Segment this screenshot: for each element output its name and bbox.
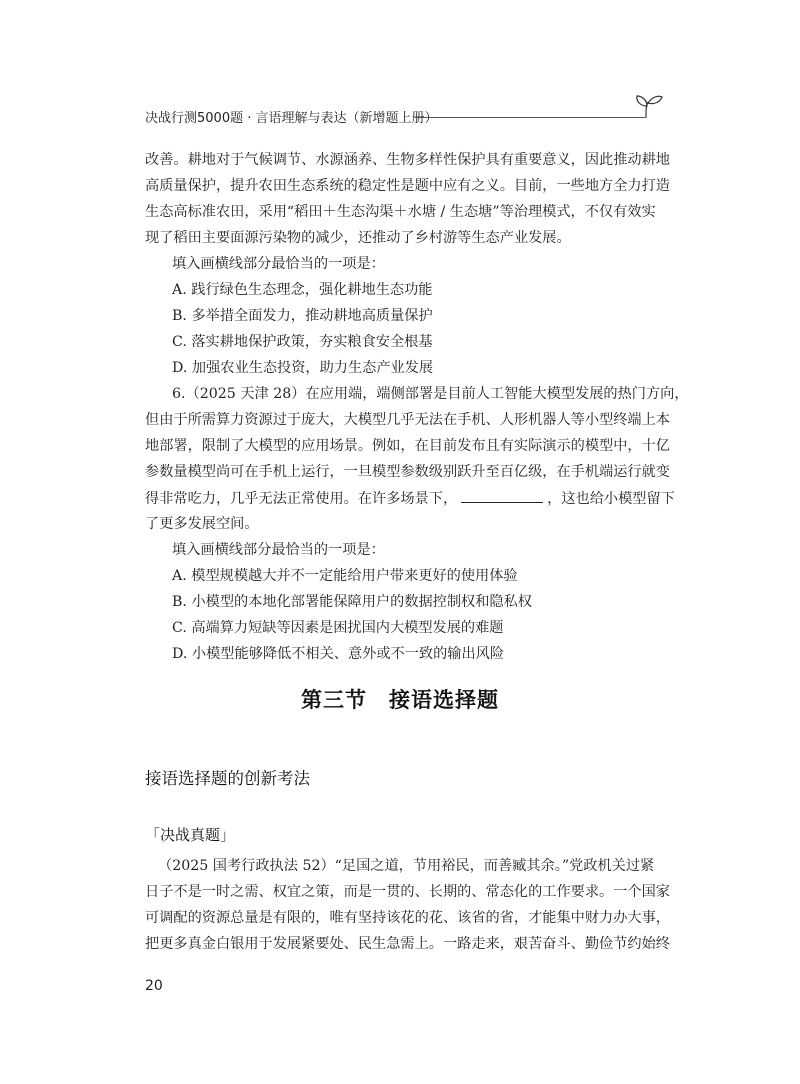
paragraph-line: 高质量保护，提升农田生态系统的稳定性是题中应有之义。目前，一些地方全力打造 — [145, 178, 670, 194]
question-stem-line-with-blank — [145, 488, 675, 509]
question-prompt: 填入画横线部分最恰当的一项是： — [172, 542, 385, 558]
paragraph-line: 生态高标准农田，采用“稻田＋生态沟渠＋水塘 / 生态塘”等治理模式，不仅有效实 — [145, 204, 656, 220]
option-d: D. 加强农业生态投资，助力生态产业发展 — [172, 360, 434, 376]
option-b: B. 小模型的本地化部署能保障用户的数据控制权和隐私权 — [172, 594, 532, 610]
fill-in-blank — [461, 488, 543, 503]
option-a: A. 模型规模越大并不一定能给用户带来更好的使用体验 — [172, 568, 518, 584]
option-a: A. 践行绿色生态理念，强化耕地生态功能 — [172, 282, 433, 298]
real-exam-label: 决战真题 — [160, 826, 221, 844]
question-stem-line: 但由于所需算力资源过于庞大，大模型几乎无法在手机、人形机器人等小型终端上本 — [145, 412, 670, 428]
option-c: C. 落实耕地保护政策，夯实粮食安全根基 — [172, 334, 433, 350]
sprout-icon — [628, 92, 668, 122]
bracket-close: 」 — [220, 826, 236, 844]
header-rule — [415, 117, 645, 118]
question-stem-line: 6.（2025 天津 28）在应用端，端侧部署是目前人工智能大模型发展的热门方向， — [172, 386, 689, 402]
option-b: B. 多举措全面发力，推动耕地高质量保护 — [172, 308, 433, 324]
stem-text-before-blank: 得非常吃力，几乎无法正常使用。在许多场景下， — [145, 491, 458, 507]
paragraph-line: 把更多真金白银用于发展紧要处、民生急需上。一路走来，艰苦奋斗、勤俭节约始终 — [145, 936, 670, 952]
paragraph-line: （2025 国考行政执法 52）“足国之道，节用裕民，而善臧其余。”党政机关过紧 — [158, 858, 655, 874]
question-prompt: 填入画横线部分最恰当的一项是： — [172, 256, 385, 272]
paragraph-line: 现了稻田主要面源污染物的减少，还推动了乡村游等生态产业发展。 — [145, 230, 571, 246]
paragraph-line: 改善。耕地对于气候调节、水源涵养、生物多样性保护具有重要意义，因此推动耕地 — [145, 152, 670, 168]
stem-text-after-blank: ，这也给小模型留下 — [547, 491, 675, 507]
subheading: 接语选择题的创新考法 — [145, 769, 310, 788]
question-stem-line: 地部署，限制了大模型的应用场景。例如，在目前发布且有实际演示的模型中，十亿 — [145, 438, 670, 454]
paragraph-line: 可调配的资源总量是有限的，唯有坚持该花的花、该省的省，才能集中财力办大事， — [145, 910, 670, 926]
question-stem-line: 参数量模型尚可在手机上运行，一旦模型参数级别跃升至百亿级，在手机端运行就变 — [145, 464, 670, 480]
section-title: 第三节 接语选择题 — [301, 688, 499, 712]
question-stem-line: 了更多发展空间。 — [145, 516, 259, 532]
real-exam-heading — [145, 824, 235, 845]
bracket-open: 「 — [145, 826, 161, 844]
running-header-title: 决战行测5000题 · 言语理解与表达（新增题上册） — [145, 111, 438, 126]
option-d: D. 小模型能够降低不相关、意外或不一致的输出风险 — [172, 646, 505, 662]
page-number: 20 — [145, 978, 163, 994]
option-c: C. 高端算力短缺等因素是困扰国内大模型发展的难题 — [172, 620, 504, 636]
paragraph-line: 日子不是一时之需、权宜之策，而是一贯的、长期的、常态化的工作要求。一个国家 — [145, 884, 670, 900]
